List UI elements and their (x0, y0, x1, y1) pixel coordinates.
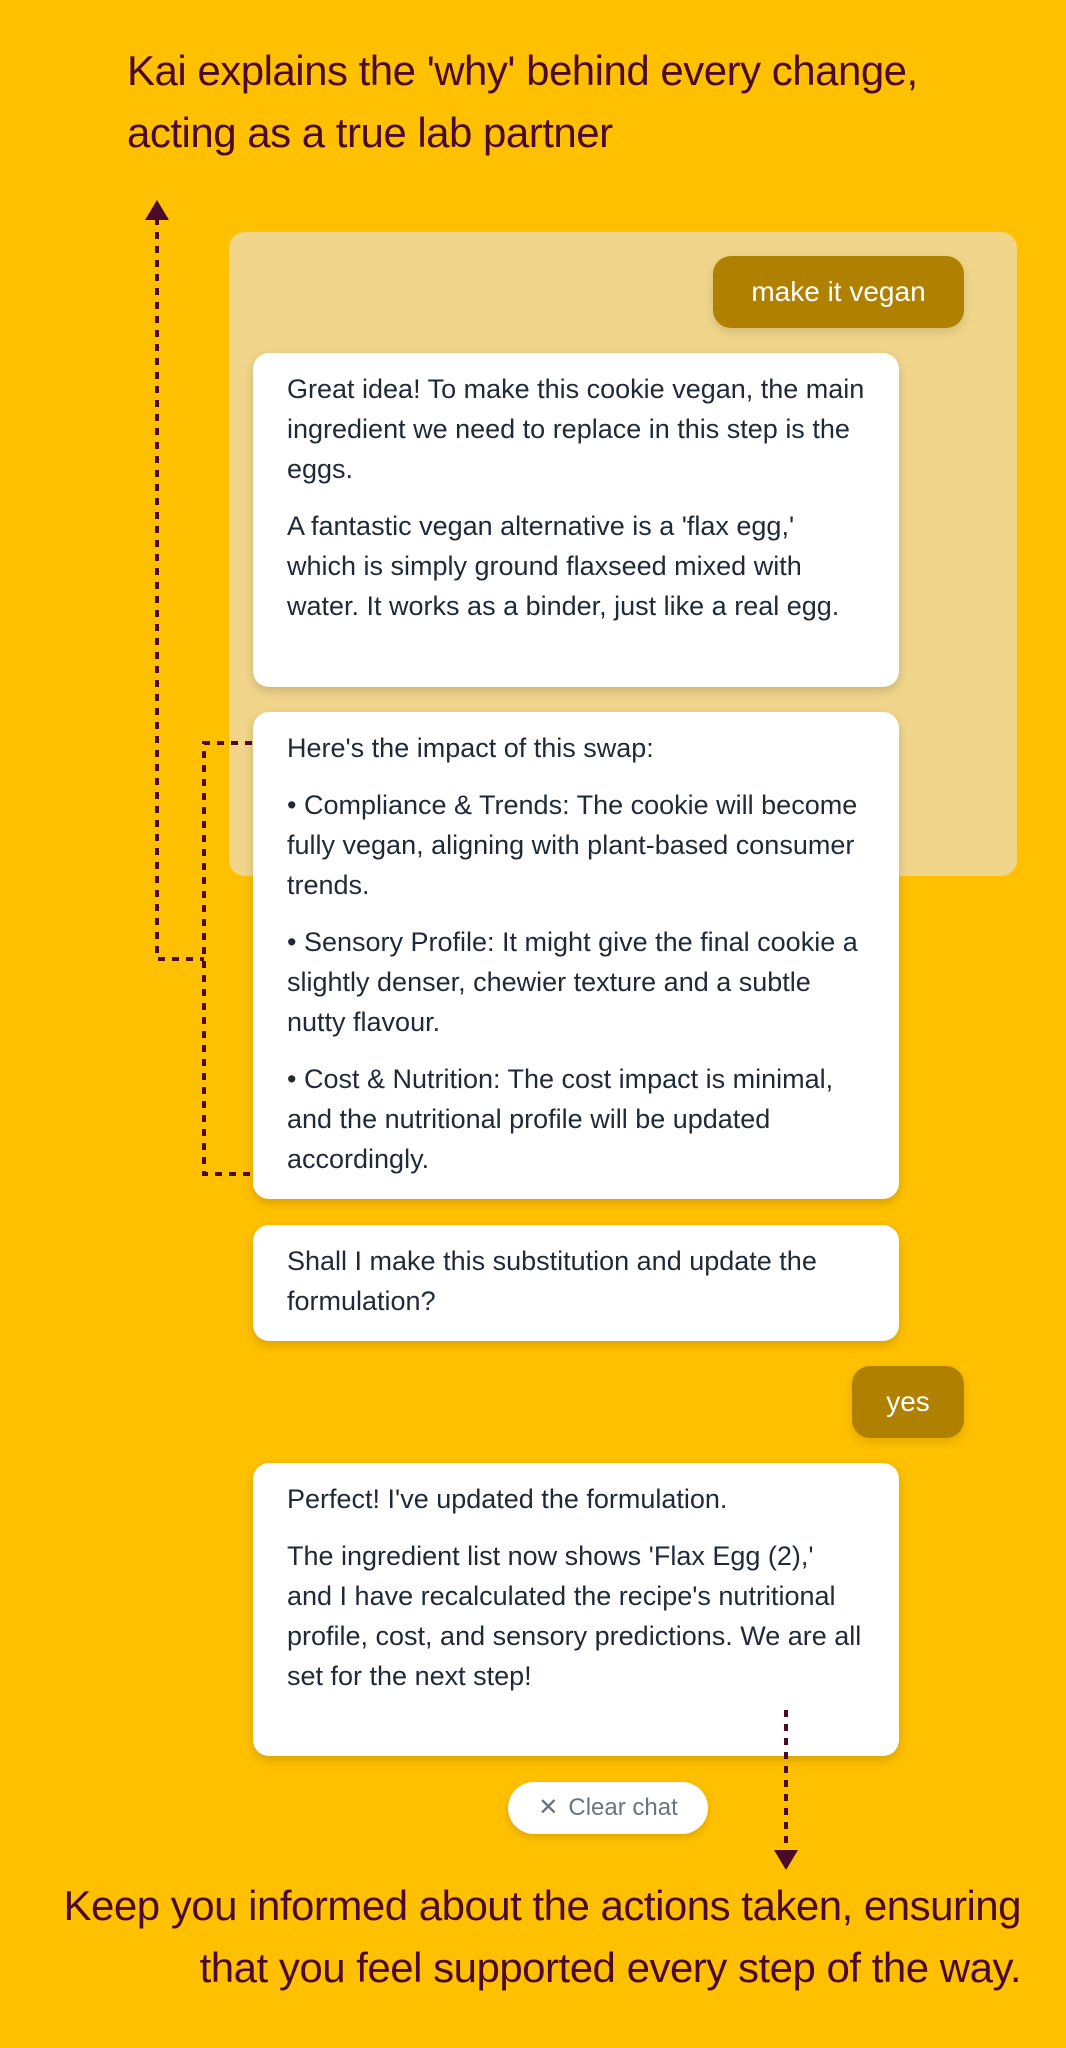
user-message-bubble (852, 1366, 964, 1438)
message-paragraph: • Compliance & Trends: The cookie will become fully vegan, aligning with plant-based consumer trends. (287, 790, 858, 900)
message-paragraph: Great idea! To make this cookie vegan, the main ingredient we need to replace in this step is the eggs. (287, 374, 865, 484)
arrowhead-up-icon (145, 200, 169, 220)
clear-chat-label: Clear chat (568, 1794, 678, 1821)
caption-top: Kai explains the 'why' behind every change, acting as a true lab partner (127, 47, 918, 156)
message-paragraph: • Sensory Profile: It might give the final cookie a slightly denser, chewier texture and a subtle nutty flavour. (287, 927, 858, 1037)
message-paragraph: A fantastic vegan alternative is a 'flax egg,' which is simply ground flaxseed mixed with water. It works as a binder, just like a real egg. (287, 511, 840, 621)
caption-bottom: Keep you informed about the actions taken, ensuring that you feel supported every step of the way. (63, 1882, 1021, 1991)
close-icon: ✕ (538, 1794, 559, 1821)
user-message-text: make it vegan (751, 276, 926, 307)
message-paragraph: • Cost & Nutrition: The cost impact is minimal, and the nutritional profile will be updated accordingly. (287, 1064, 834, 1174)
user-message-text: yes (886, 1386, 930, 1417)
message-paragraph: Perfect! I've updated the formulation. (287, 1484, 728, 1514)
message-paragraph: The ingredient list now shows 'Flax Egg (2),' and I have recalculated the recipe's nutritional profile, cost, and sensory predictions. We are all set for the next step! (287, 1541, 862, 1691)
message-paragraph: Shall I make this substitution and update the formulation? (287, 1246, 817, 1316)
assistant-message-bubble (253, 1463, 899, 1756)
assistant-message-bubble (253, 712, 899, 1199)
connector-line-top (157, 218, 204, 959)
assistant-message-bubble (253, 1225, 899, 1341)
clear-chat-button[interactable] (508, 1782, 708, 1834)
arrowhead-down-icon (774, 1850, 798, 1870)
message-paragraph: Here's the impact of this swap: (287, 733, 654, 763)
assistant-message-bubble (253, 353, 899, 687)
user-message-bubble (713, 256, 964, 328)
